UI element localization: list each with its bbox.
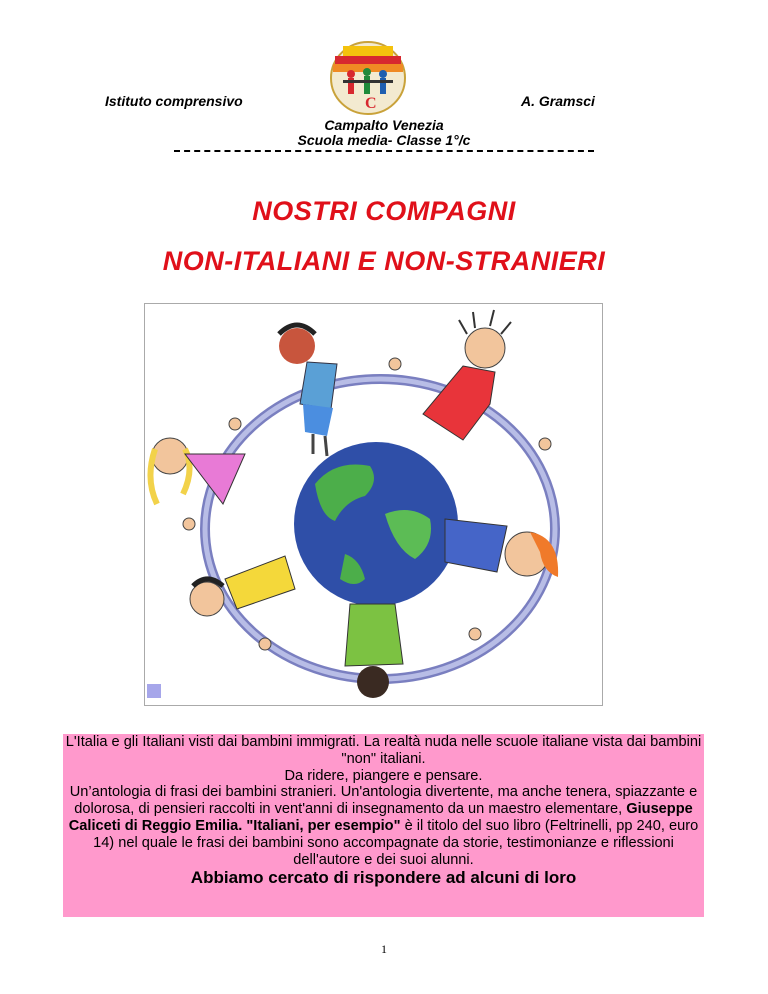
school-type: Istituto comprensivo	[105, 93, 243, 109]
intro-line-2: Da ridere, piangere e pensare.	[284, 767, 483, 784]
school-name: A. Gramsci	[521, 93, 595, 109]
page-number: 1	[381, 942, 387, 956]
intro-body	[63, 784, 704, 868]
title-line-2: NON-ITALIANI E NON-STRANIERI	[162, 246, 606, 276]
intro-body-start: Un’antologia di frasi dei bambini stranieri. Un'antologia divertente, ma anche tenera, spiazzante e dolorosa, di pensieri raccolti in vent'anni di insegnamento da un maestro elementare,	[69, 784, 698, 818]
title-line-1: NOSTRI COMPAGNI	[252, 196, 516, 226]
book-title: "Italiani, per esempio"	[246, 817, 401, 834]
location: Campalto Venezia	[324, 117, 444, 133]
svg-text:C: C	[365, 95, 377, 112]
closing-statement: Abbiamo cercato di rispondere ad alcuni di loro	[190, 868, 577, 888]
class-label: Scuola media- Classe 1°/c	[297, 132, 471, 148]
author-name: Giuseppe Caliceti di Reggio Emilia.	[68, 801, 693, 834]
dashed-divider	[174, 150, 594, 152]
school-logo	[329, 40, 407, 116]
intro-line-1: L'Italia e gli Italiani visti dai bambini immigrati. La realtà nuda nelle scuole italiane vista dai bambini "non" italiani.	[65, 734, 702, 767]
intro-box	[63, 734, 704, 917]
children-around-globe-drawing	[144, 303, 603, 706]
intro-body-end: è il titolo del suo libro (Feltrinelli, pp 240, euro 14) nel quale le frasi dei bambini sono accompagnate da storie, testimonianze e riflessioni dell'autore e dei suoi alunni.	[93, 817, 699, 868]
